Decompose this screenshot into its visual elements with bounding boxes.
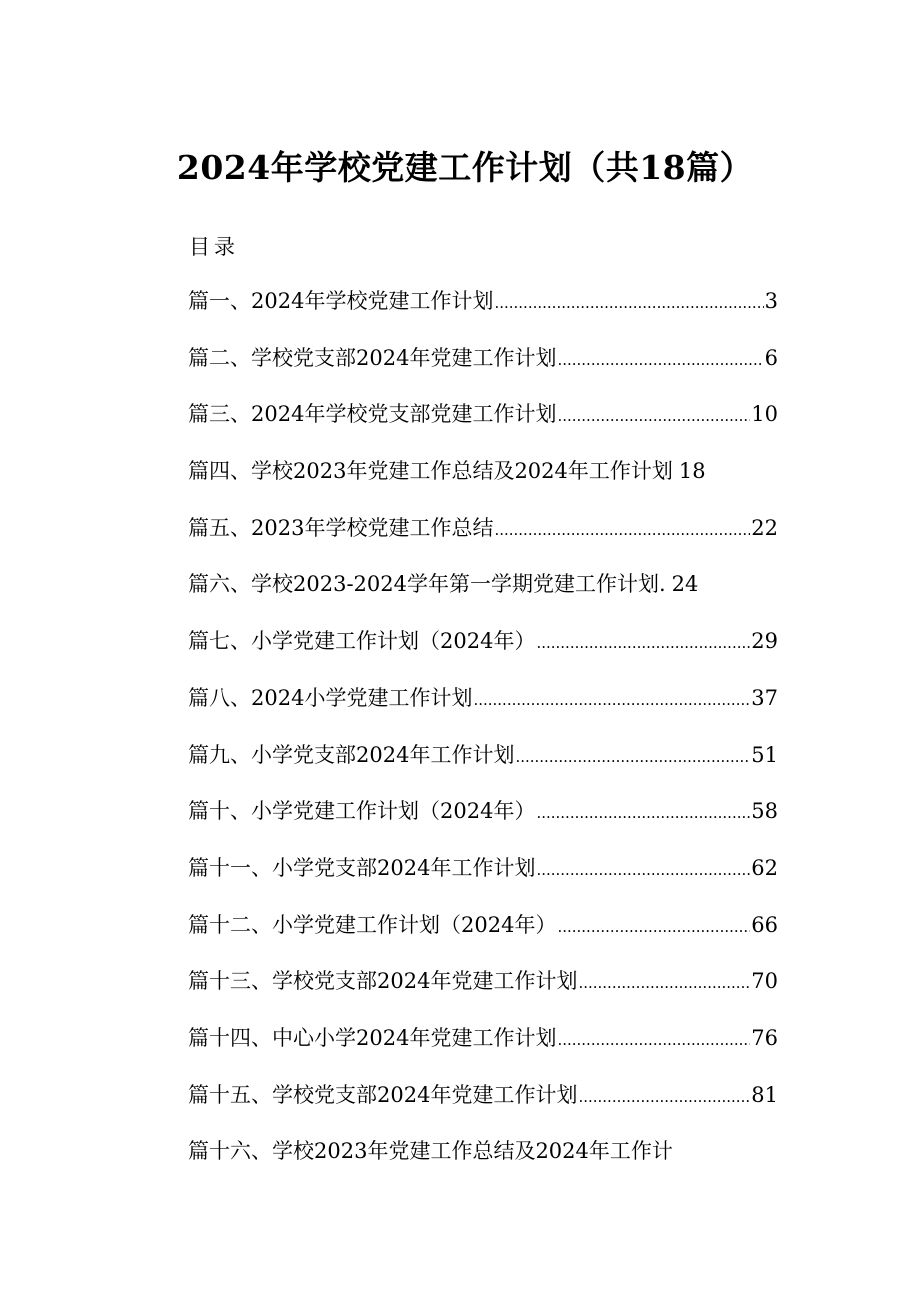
toc-entry-page-number: 18 (678, 459, 706, 484)
toc-entry-page-number: 24 (671, 572, 699, 597)
toc-entry-label: 篇九、小学党支部2024年工作计划 (188, 742, 515, 767)
toc-entry[interactable] (188, 740, 778, 797)
toc-entry-page-number: 3 (764, 289, 778, 313)
toc-entry[interactable] (188, 399, 778, 456)
toc-dot-leader (557, 912, 750, 942)
toc-entry-label: 篇四、学校2023年党建工作总结及2024年工作计划 (188, 459, 673, 484)
toc-entry[interactable] (188, 1080, 778, 1137)
toc-entry[interactable] (188, 1023, 778, 1080)
toc-entry-label: 篇十五、学校党支部2024年党建工作计划 (188, 1082, 578, 1107)
toc-entry[interactable] (188, 343, 778, 400)
toc-entry-page-number: 81 (751, 1082, 778, 1107)
toc-entry-page-number: 22 (751, 515, 778, 540)
toc-entry-page-number: 62 (751, 855, 778, 880)
toc-entry-page-number: 10 (751, 402, 778, 427)
toc-entry[interactable] (188, 910, 778, 967)
toc-entry-page-number: 58 (751, 799, 778, 824)
toc-dot-leader (578, 1082, 750, 1112)
toc-entry[interactable] (188, 796, 778, 853)
toc-entry-label: 篇五、2023年学校党建工作总结 (188, 515, 494, 540)
toc-dot-leader (557, 345, 763, 375)
document-title: 2024年学校党建工作计划（共18篇） (176, 148, 754, 187)
toc-dot-leader (494, 515, 750, 545)
toc-entry-page-number: 6 (764, 345, 778, 370)
toc-dot-leader (557, 401, 750, 431)
toc-dot-leader (578, 968, 750, 998)
toc-entry-label: 篇二、学校党支部2024年党建工作计划 (188, 345, 557, 370)
toc-entry-label: 篇十二、小学党建工作计划（2024年） (188, 912, 557, 937)
toc-dot-leader (473, 685, 750, 715)
toc-entry-page-number: 37 (751, 685, 778, 710)
toc-entry[interactable] (188, 1136, 778, 1193)
toc-entry[interactable] (188, 626, 778, 683)
toc-entry-label: 篇六、学校2023-2024学年第一学期党建工作计划. (188, 572, 666, 597)
toc-entry-page-number: 66 (751, 912, 778, 937)
toc-dot-leader (536, 798, 750, 828)
toc-entry-page-number: 70 (751, 969, 778, 994)
toc-entry-label: 篇三、2024年学校党支部党建工作计划 (188, 402, 557, 427)
toc-entry-page-number: 76 (751, 1025, 778, 1050)
toc-entry[interactable] (188, 683, 778, 740)
toc-entry[interactable] (188, 966, 778, 1023)
toc-heading: 目录 (189, 235, 239, 259)
toc-dot-leader (515, 742, 750, 772)
toc-dot-leader (536, 628, 750, 658)
toc-entry[interactable] (188, 853, 778, 910)
toc-entry[interactable] (188, 569, 778, 626)
toc-dot-leader (557, 1025, 750, 1055)
toc-entry-page-number: 51 (751, 742, 778, 767)
toc-entry-label: 篇七、小学党建工作计划（2024年） (188, 629, 536, 654)
toc-entry-label: 篇十四、中心小学2024年党建工作计划 (188, 1025, 557, 1050)
toc-entry[interactable] (188, 286, 778, 343)
toc-dot-leader (536, 855, 750, 885)
toc-entry[interactable] (188, 513, 778, 570)
toc-entry-label: 篇八、2024小学党建工作计划 (188, 685, 473, 710)
toc-entry-label: 篇十一、小学党支部2024年工作计划 (188, 855, 536, 880)
toc-entry-label: 篇十三、学校党支部2024年党建工作计划 (188, 969, 578, 994)
table-of-contents (188, 286, 778, 1193)
toc-entry-label: 篇一、2024年学校党建工作计划 (188, 289, 494, 313)
toc-entry-label: 篇十六、学校2023年党建工作总结及2024年工作计 (188, 1139, 673, 1164)
toc-entry-label: 篇十、小学党建工作计划（2024年） (188, 799, 536, 824)
toc-entry[interactable] (188, 456, 778, 513)
toc-entry-page-number: 29 (751, 629, 778, 654)
toc-dot-leader (494, 288, 763, 318)
